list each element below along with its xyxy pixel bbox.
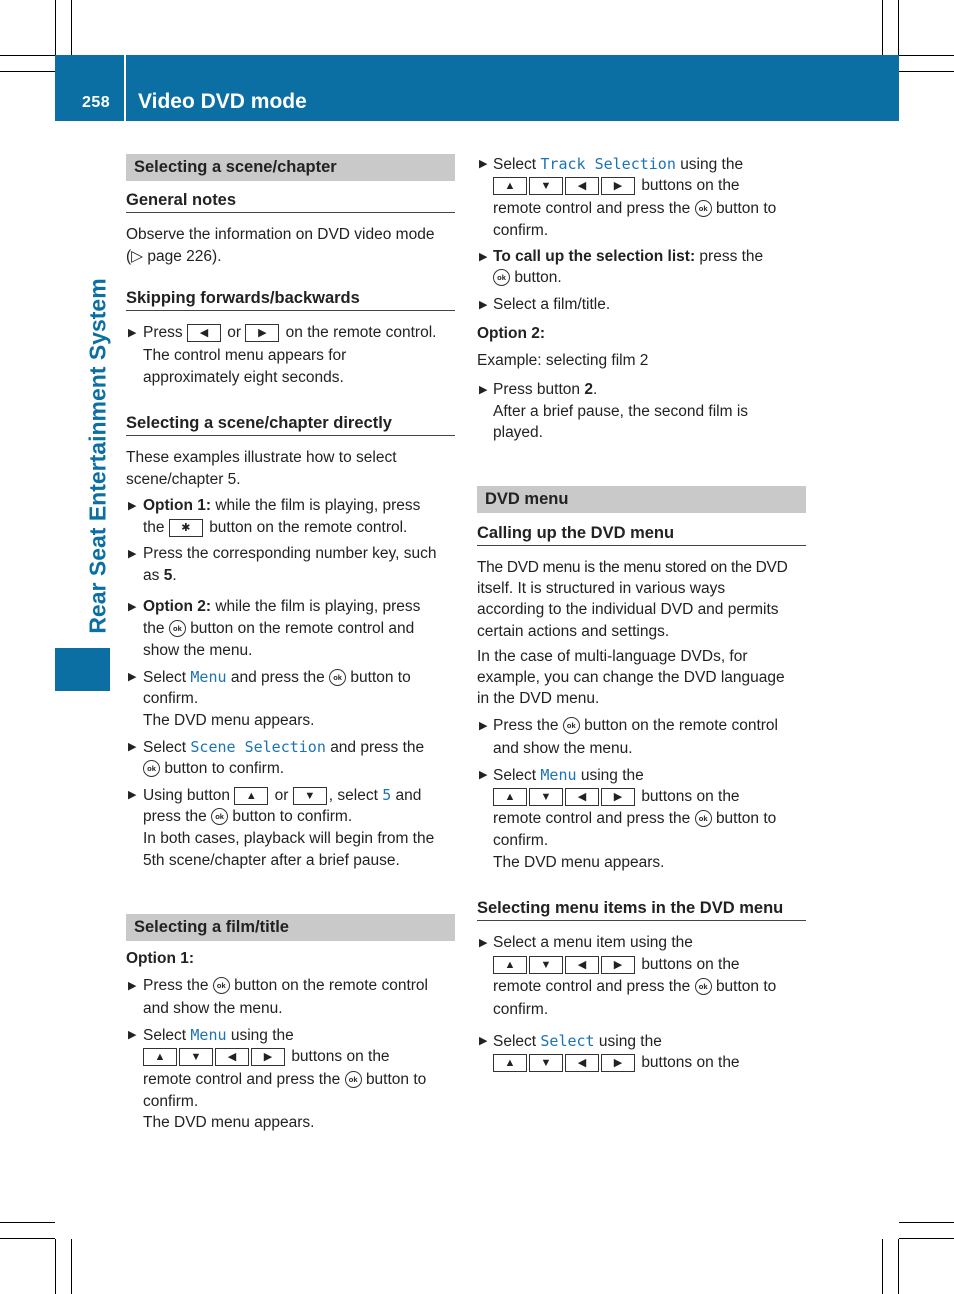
- option-label: Option 2:: [143, 598, 212, 615]
- text: Select: [493, 156, 537, 173]
- crop-mark: [898, 0, 899, 55]
- up-arrow-key-icon: ▲: [234, 787, 268, 805]
- left-arrow-key-icon: ◀: [565, 956, 599, 974]
- track-selection-step: confirm.: [493, 222, 549, 239]
- section-selecting-scene: Selecting a scene/chapter: [126, 154, 455, 181]
- heading-general-notes: General notes: [126, 191, 455, 213]
- film-select-menu-step: [143, 1024, 294, 1047]
- left-arrow-key-icon: ◀: [565, 788, 599, 806]
- using-button-result: In both cases, playback will begin from the: [143, 830, 435, 847]
- bullet-icon: ▶: [479, 299, 488, 311]
- text: button on the remote control.: [209, 519, 408, 536]
- text: button on the remote control: [584, 717, 778, 734]
- text: , select: [328, 787, 378, 804]
- crop-mark: [882, 0, 883, 55]
- text: on the remote control.: [285, 324, 437, 341]
- ok-button-icon: ok: [563, 717, 580, 734]
- crop-mark: [0, 1238, 55, 1239]
- using-button-step: [143, 784, 421, 807]
- film-select-menu-step: confirm.: [143, 1093, 199, 1110]
- heading-selecting-menu-items: Selecting menu items in the DVD menu: [477, 899, 806, 921]
- press-button-result: After a brief pause, the second film is: [493, 403, 749, 420]
- left-arrow-key-icon: ◀: [565, 1054, 599, 1072]
- down-arrow-key-icon: ▼: [529, 177, 563, 195]
- text: button on the remote control: [234, 977, 428, 994]
- ok-button-icon: ok: [211, 808, 228, 825]
- select-film-step: Select a film/title.: [493, 296, 611, 313]
- film-select-menu-result: The DVD menu appears.: [143, 1114, 315, 1131]
- value: 2: [584, 381, 593, 398]
- text: while the film is playing, press: [215, 497, 421, 514]
- menu-keyword: Menu: [190, 1026, 227, 1044]
- text: and press the: [330, 739, 425, 756]
- ok-button-icon: ok: [695, 200, 712, 217]
- right-arrow-key-icon: ▶: [601, 788, 635, 806]
- select-select-step: [493, 1052, 740, 1074]
- text: remote control and press the: [493, 978, 691, 995]
- text: button to: [715, 200, 777, 217]
- text: and: [395, 787, 422, 804]
- text: Select: [493, 767, 537, 784]
- ok-button-icon: ok: [213, 977, 230, 994]
- text: using the: [230, 1027, 294, 1044]
- chapter-keyword: 5: [382, 786, 392, 804]
- text: the: [143, 519, 165, 536]
- text: using the: [680, 156, 744, 173]
- text: and press the: [230, 669, 325, 686]
- up-arrow-key-icon: ▲: [493, 788, 527, 806]
- track-selection-step: [493, 153, 743, 176]
- menu-keyword: Menu: [540, 766, 577, 784]
- down-arrow-key-icon: ▼: [293, 787, 327, 805]
- ok-button-icon: ok: [329, 669, 346, 686]
- up-arrow-key-icon: ▲: [493, 1054, 527, 1072]
- crop-mark: [71, 1239, 72, 1294]
- menu-item-step: [493, 954, 740, 976]
- select-menu-result: The DVD menu appears.: [143, 712, 315, 729]
- ok-button-icon: ok: [695, 810, 712, 827]
- text: button.: [514, 269, 562, 286]
- page-title: Video DVD mode: [138, 90, 307, 113]
- right-arrow-key-icon: ▶: [251, 1048, 285, 1066]
- press-ok-step: and show the menu.: [493, 740, 633, 757]
- text: while the film is playing, press: [215, 598, 421, 615]
- crop-mark: [0, 1222, 55, 1223]
- call-selection-step: [493, 246, 763, 268]
- scene-selection-step: [143, 736, 424, 759]
- text: remote control and press the: [143, 1071, 341, 1088]
- intro-text: These examples illustrate how to select: [126, 449, 397, 466]
- dvd-select-menu-step: [493, 808, 776, 830]
- bullet-icon: ▶: [479, 937, 488, 949]
- page-reference: (▷ page 226).: [126, 248, 222, 265]
- paragraph-line: certain actions and settings.: [477, 623, 670, 640]
- text: button to: [365, 1071, 427, 1088]
- text: Press the: [143, 977, 209, 994]
- text: Press: [143, 324, 183, 341]
- text: buttons on the: [291, 1048, 390, 1065]
- film-press-step: and show the menu.: [143, 1000, 283, 1017]
- crop-mark: [899, 1222, 954, 1223]
- text: press the: [699, 248, 764, 265]
- bullet-icon: ▶: [128, 1029, 137, 1041]
- text: Press button: [493, 381, 581, 398]
- track-selection-keyword: Track Selection: [540, 155, 676, 173]
- option1-step: [143, 517, 407, 539]
- select-menu-step: confirm.: [143, 690, 199, 707]
- bullet-icon: ▶: [128, 671, 137, 683]
- using-button-result: 5th scene/chapter after a brief pause.: [143, 852, 400, 869]
- text: Select: [143, 739, 187, 756]
- heading-calling-dvd-menu: Calling up the DVD menu: [477, 524, 806, 546]
- down-arrow-key-icon: ▼: [529, 788, 563, 806]
- crop-mark: [898, 1239, 899, 1294]
- bullet-icon: ▶: [479, 769, 488, 781]
- select-keyword: Select: [540, 1032, 595, 1050]
- dvd-select-menu-step: [493, 786, 740, 808]
- text: button on the remote control and: [190, 620, 415, 637]
- menu-item-step: [493, 976, 776, 998]
- text: remote control and press the: [493, 200, 691, 217]
- text: using the: [580, 767, 644, 784]
- option2-step: [143, 618, 414, 640]
- press-button-result: played.: [493, 424, 543, 441]
- crop-mark: [0, 55, 55, 56]
- text: button to confirm.: [232, 808, 353, 825]
- menu-item-step: confirm.: [493, 1001, 549, 1018]
- track-selection-step: [493, 175, 740, 197]
- intro-text: scene/chapter 5.: [126, 471, 241, 488]
- up-arrow-key-icon: ▲: [493, 177, 527, 195]
- crop-mark: [899, 1238, 954, 1239]
- option2-label: Option 2:: [477, 325, 546, 342]
- bullet-icon: ▶: [128, 327, 137, 339]
- crop-mark: [899, 71, 954, 72]
- right-arrow-key-icon: ▶: [601, 177, 635, 195]
- menu-keyword: Menu: [190, 668, 227, 686]
- crop-mark: [55, 1239, 56, 1294]
- dvd-select-menu-result: The DVD menu appears.: [493, 854, 665, 871]
- option-label: Option 1:: [143, 497, 212, 514]
- header-divider: [124, 55, 126, 121]
- skip-result: The control menu appears for: [143, 347, 347, 364]
- number-key-step: Press the corresponding number key, such: [143, 545, 437, 562]
- side-tab-label: Rear Seat Entertainment System: [84, 278, 111, 634]
- track-selection-step: [493, 198, 776, 220]
- bullet-icon: ▶: [128, 789, 137, 801]
- text: button to: [350, 669, 411, 686]
- bullet-icon: ▶: [128, 548, 137, 560]
- ok-button-icon: ok: [493, 269, 510, 286]
- text: Using button: [143, 787, 231, 804]
- heading-skipping: Skipping forwards/backwards: [126, 289, 455, 311]
- left-arrow-key-icon: ◀: [215, 1048, 249, 1066]
- bullet-icon: ▶: [479, 720, 488, 732]
- text: the: [143, 620, 165, 637]
- up-arrow-key-icon: ▲: [143, 1048, 177, 1066]
- bullet-icon: ▶: [479, 158, 488, 170]
- skip-result: approximately eight seconds.: [143, 369, 344, 386]
- text: Press the: [493, 717, 559, 734]
- text: button to: [715, 810, 777, 827]
- call-selection-step: [493, 267, 562, 289]
- bullet-icon: ▶: [128, 741, 137, 753]
- press-ok-step: [493, 715, 778, 737]
- text: Select: [143, 669, 187, 686]
- crop-mark: [0, 71, 55, 72]
- right-arrow-key-icon: ▶: [601, 956, 635, 974]
- up-arrow-key-icon: ▲: [493, 956, 527, 974]
- bullet-icon: ▶: [128, 601, 137, 613]
- film-press-step: [143, 975, 428, 997]
- film-select-menu-step: [143, 1069, 426, 1091]
- text: buttons on the: [641, 788, 740, 805]
- side-tab-marker: [55, 648, 110, 691]
- option1-step: [143, 495, 420, 517]
- number-key-step: as 5.: [143, 567, 177, 584]
- paragraph-line: In the case of multi-language DVDs, for: [477, 648, 748, 665]
- select-select-step: [493, 1030, 662, 1053]
- ok-button-icon: ok: [169, 620, 186, 637]
- text: Select: [493, 1033, 537, 1050]
- text: buttons on the: [641, 1054, 740, 1071]
- dvd-select-menu-step: [493, 764, 644, 787]
- paragraph-line: according to the individual DVD and permits: [477, 601, 779, 618]
- ok-button-icon: ok: [143, 760, 160, 777]
- option1-label: Option 1:: [126, 950, 195, 967]
- paragraph-line: example, you can change the DVD language: [477, 669, 785, 686]
- crop-mark: [899, 55, 954, 56]
- using-button-step: [143, 806, 352, 828]
- paragraph-line: in the DVD menu.: [477, 690, 600, 707]
- select-menu-step: [143, 666, 411, 689]
- option2-step: [143, 596, 420, 618]
- crop-mark: [882, 1239, 883, 1294]
- text: as: [143, 567, 160, 584]
- right-arrow-key-icon: ▶: [601, 1054, 635, 1072]
- text: buttons on the: [641, 177, 740, 194]
- text: remote control and press the: [493, 810, 691, 827]
- down-arrow-key-icon: ▼: [529, 1054, 563, 1072]
- value: 5: [163, 567, 173, 584]
- right-arrow-key-icon: ▶: [245, 324, 279, 342]
- scene-selection-step: [143, 758, 284, 780]
- bold-text: To call up the selection list:: [493, 248, 696, 265]
- text: or: [274, 787, 289, 804]
- press-button-step: Press button 2.: [493, 381, 598, 398]
- dvd-select-menu-step: confirm.: [493, 832, 549, 849]
- down-arrow-key-icon: ▼: [179, 1048, 213, 1066]
- bullet-icon: ▶: [128, 980, 137, 992]
- general-notes-text: Observe the information on DVD video mode: [126, 226, 435, 243]
- bullet-icon: ▶: [479, 384, 488, 396]
- crop-mark: [55, 0, 56, 55]
- bullet-icon: ▶: [128, 500, 137, 512]
- example-text: Example: selecting film 2: [477, 352, 649, 369]
- paragraph-line: itself. It is structured in various ways: [477, 580, 726, 597]
- section-selecting-film: Selecting a film/title: [126, 914, 455, 941]
- text: press the: [143, 808, 207, 825]
- skip-step: [143, 322, 436, 344]
- bullet-icon: ▶: [479, 1035, 488, 1047]
- bullet-icon: ▶: [479, 251, 488, 263]
- option2-step: show the menu.: [143, 642, 253, 659]
- ok-button-icon: ok: [695, 978, 712, 995]
- down-arrow-key-icon: ▼: [529, 956, 563, 974]
- text: using the: [598, 1033, 662, 1050]
- text: button to: [715, 978, 777, 995]
- menu-item-step: Select a menu item using the: [493, 934, 693, 951]
- text: button to confirm.: [164, 760, 285, 777]
- left-arrow-key-icon: ◀: [187, 324, 221, 342]
- star-key-icon: ✱: [169, 519, 203, 537]
- paragraph-line: The DVD menu is the menu stored on the DVD: [477, 559, 788, 576]
- ok-button-icon: ok: [345, 1071, 362, 1088]
- text: buttons on the: [641, 956, 740, 973]
- heading-scene-directly: Selecting a scene/chapter directly: [126, 414, 455, 436]
- text: Select: [143, 1027, 187, 1044]
- left-arrow-key-icon: ◀: [565, 177, 599, 195]
- crop-mark: [71, 0, 72, 55]
- film-select-menu-step: [143, 1046, 390, 1068]
- text: or: [227, 324, 242, 341]
- section-dvd-menu: DVD menu: [477, 486, 806, 513]
- page-number: 258: [82, 94, 111, 111]
- scene-selection-keyword: Scene Selection: [190, 738, 326, 756]
